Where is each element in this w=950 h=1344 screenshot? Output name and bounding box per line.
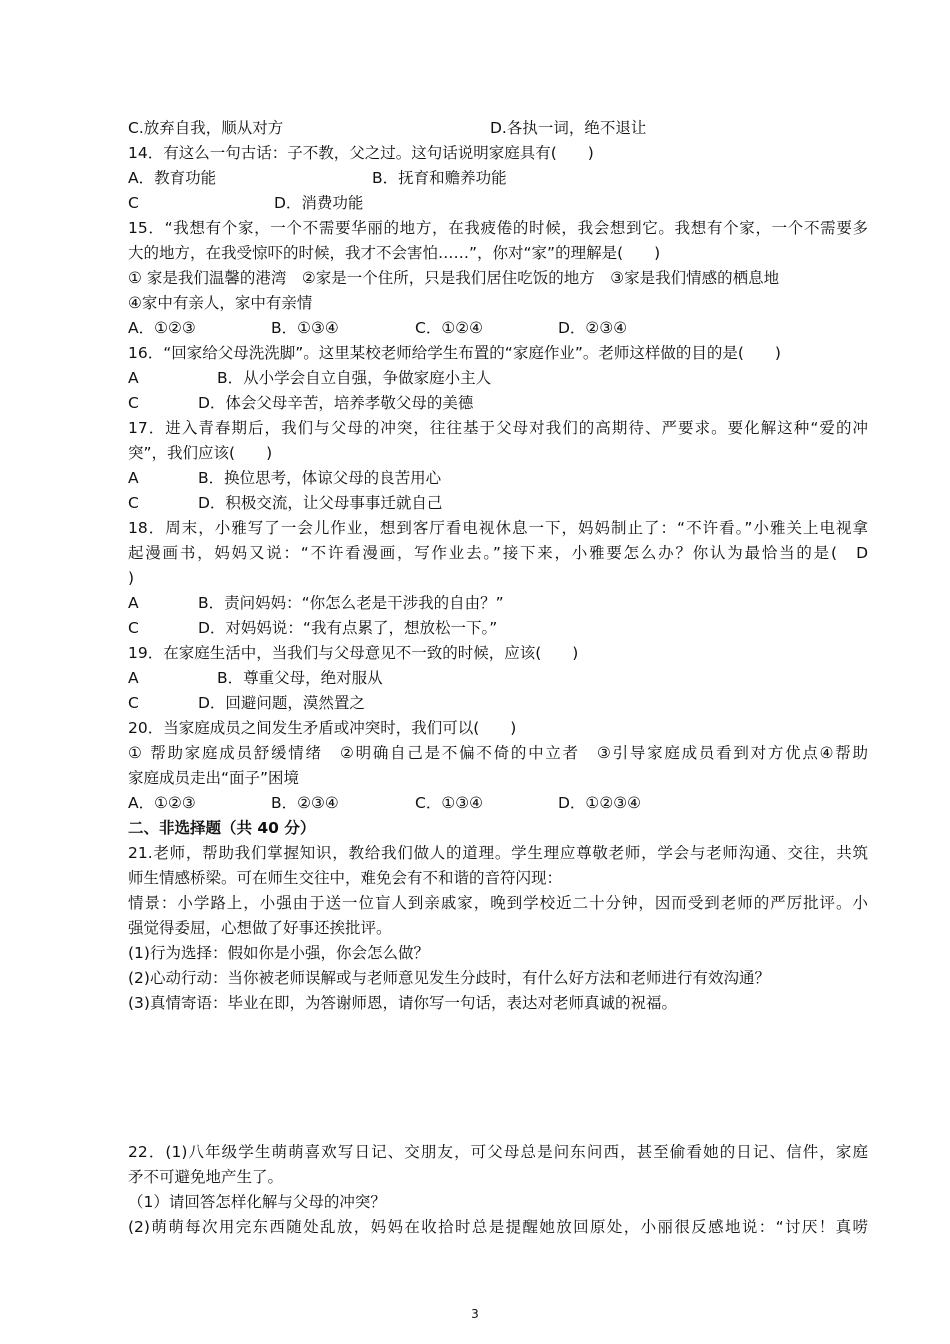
question-22-sub-2: (2)萌萌每次用完东西随处乱放，妈妈在收拾时总是提醒她放回原处，小丽很反感地说：“讨厌！真唠 [128,1218,868,1236]
question-14: 14．有这么一句古话：子不教，父之过。这句话说明家庭具有( ) [128,144,594,162]
option-c: C [128,694,139,712]
question-20: 20．当家庭成员之间发生矛盾或冲突时，我们可以( ) [128,719,517,737]
option-c: C [128,194,139,212]
option-c: C．①③④ [415,794,484,812]
question-16: 16．“回家给父母洗洗脚”。这里某校老师给学生布置的“家庭作业”。老师这样做的目的是( ) [128,344,781,362]
question-15-statements-1: ① 家是我们温馨的港湾 ②家是一个住所，只是我们居住吃饭的地方 ③家是我们情感的栖息地 [128,269,780,287]
option-a: A．①②③ [128,319,196,337]
question-21-sub-1: (1)行为选择：假如你是小强，你会怎么做？ [128,944,429,962]
option-a: A [128,594,139,612]
question-17-line-2: 突”，我们应该( ) [128,444,273,462]
question-22-line-1: 22．(1)八年级学生萌萌喜欢写日记、交朋友，可父母总是问东问西，甚至偷看她的日记、信件，家庭 [128,1143,868,1161]
option-d: D．①②③④ [558,794,642,812]
option-b: B．换位思考，体谅父母的良苦用心 [198,469,442,487]
page-number: 3 [471,1307,479,1321]
question-18-line-1: 18．周末，小雅写了一会儿作业，想到客厅看电视休息一下，妈妈制止了：“不许看。”小雅关上电视拿 [128,519,868,537]
option-d: D．回避问题，漠然置之 [198,694,365,712]
option-a: A．教育功能 [128,169,217,187]
option-c: C [128,394,139,412]
option-d: D．②③④ [558,319,628,337]
question-19: 19．在家庭生活中，当我们与父母意见不一致的时候，应该( ) [128,644,579,662]
question-15-statements-2: ④家中有亲人，家中有亲情 [128,294,313,312]
option-a: A [128,669,139,687]
option-d: D．体会父母辛苦，培养孝敬父母的美德 [198,394,474,412]
question-17-line-1: 17．进入青春期后，我们与父母的冲突，往往基于父母对我们的高期待、严要求。要化解这种“爱的冲 [128,419,868,437]
question-21-line-1: 21.老师，帮助我们掌握知识，教给我们做人的道理。学生理应尊敬老师，学会与老师沟通、交往，共筑 [128,844,868,862]
option-b: B．抚育和赡养功能 [372,169,507,187]
option-a: A [128,469,139,487]
question-21-scenario-1: 情景：小学路上，小强由于送一位盲人到亲戚家，晚到学校近二十分钟，因而受到老师的严厉批评。小 [128,894,868,912]
option-a: A．①②③ [128,794,196,812]
option-d: D．消费功能 [274,194,364,212]
option-a: A [128,369,139,387]
question-21-sub-2: (2)心动行动：当你被老师误解或与老师意见发生分歧时，有什么好方法和老师进行有效沟通？ [128,969,770,987]
option-d: D.各执一词，绝不退让 [490,119,647,137]
question-22-sub-1: （1）请回答怎样化解与父母的冲突？ [128,1193,386,1211]
option-b: B．从小学会自立自强，争做家庭小主人 [217,369,492,387]
question-22-line-2: 矛不可避免地产生了。 [128,1168,284,1186]
option-c: C [128,494,139,512]
option-c: C．①②④ [415,319,484,337]
question-18-line-2: 起漫画书，妈妈又说：“不许看漫画，写作业去。”接下来，小雅要怎么办？你认为最恰当的是( D [128,544,868,562]
option-b: B．尊重父母，绝对服从 [217,669,383,687]
option-b: B．①③④ [271,319,339,337]
question-18-line-3: ) [128,569,135,587]
section-heading: 二、非选择题（共 40 分） [128,819,316,837]
option-d: D．对妈妈说：“我有点累了，想放松一下。” [198,619,498,637]
question-15-line-2: 大的地方，在我受惊吓的时候，我才不会害怕……”，你对“家”的理解是( ) [128,244,661,262]
question-21-sub-3: (3)真情寄语：毕业在即，为答谢师恩，请你写一句话，表达对老师真诚的祝福。 [128,994,677,1012]
question-15-line-1: 15．“我想有个家，一个不需要华丽的地方，在我疲倦的时候，我会想到它。我想有个家，一个不需要多 [128,219,868,237]
question-21-line-2: 师生情感桥梁。可在师生交往中，难免会有不和谐的音符闪现： [128,869,563,887]
question-21-scenario-2: 强觉得委屈，心想做了好事还挨批评。 [128,919,392,937]
option-d: D．积极交流，让父母事事迁就自己 [198,494,443,512]
option-b: B．责问妈妈：“你怎么老是干涉我的自由？” [198,594,504,612]
question-20-statements-2: 家庭成员走出“面子”困境 [128,769,300,787]
option-c: C.放弃自我，顺从对方 [128,119,284,137]
question-20-statements-1: ① 帮助家庭成员舒缓情绪 ②明确自己是不偏不倚的中立者 ③引导家庭成员看到对方优点④帮助 [128,744,868,762]
option-b: B．②③④ [271,794,339,812]
option-c: C [128,619,139,637]
